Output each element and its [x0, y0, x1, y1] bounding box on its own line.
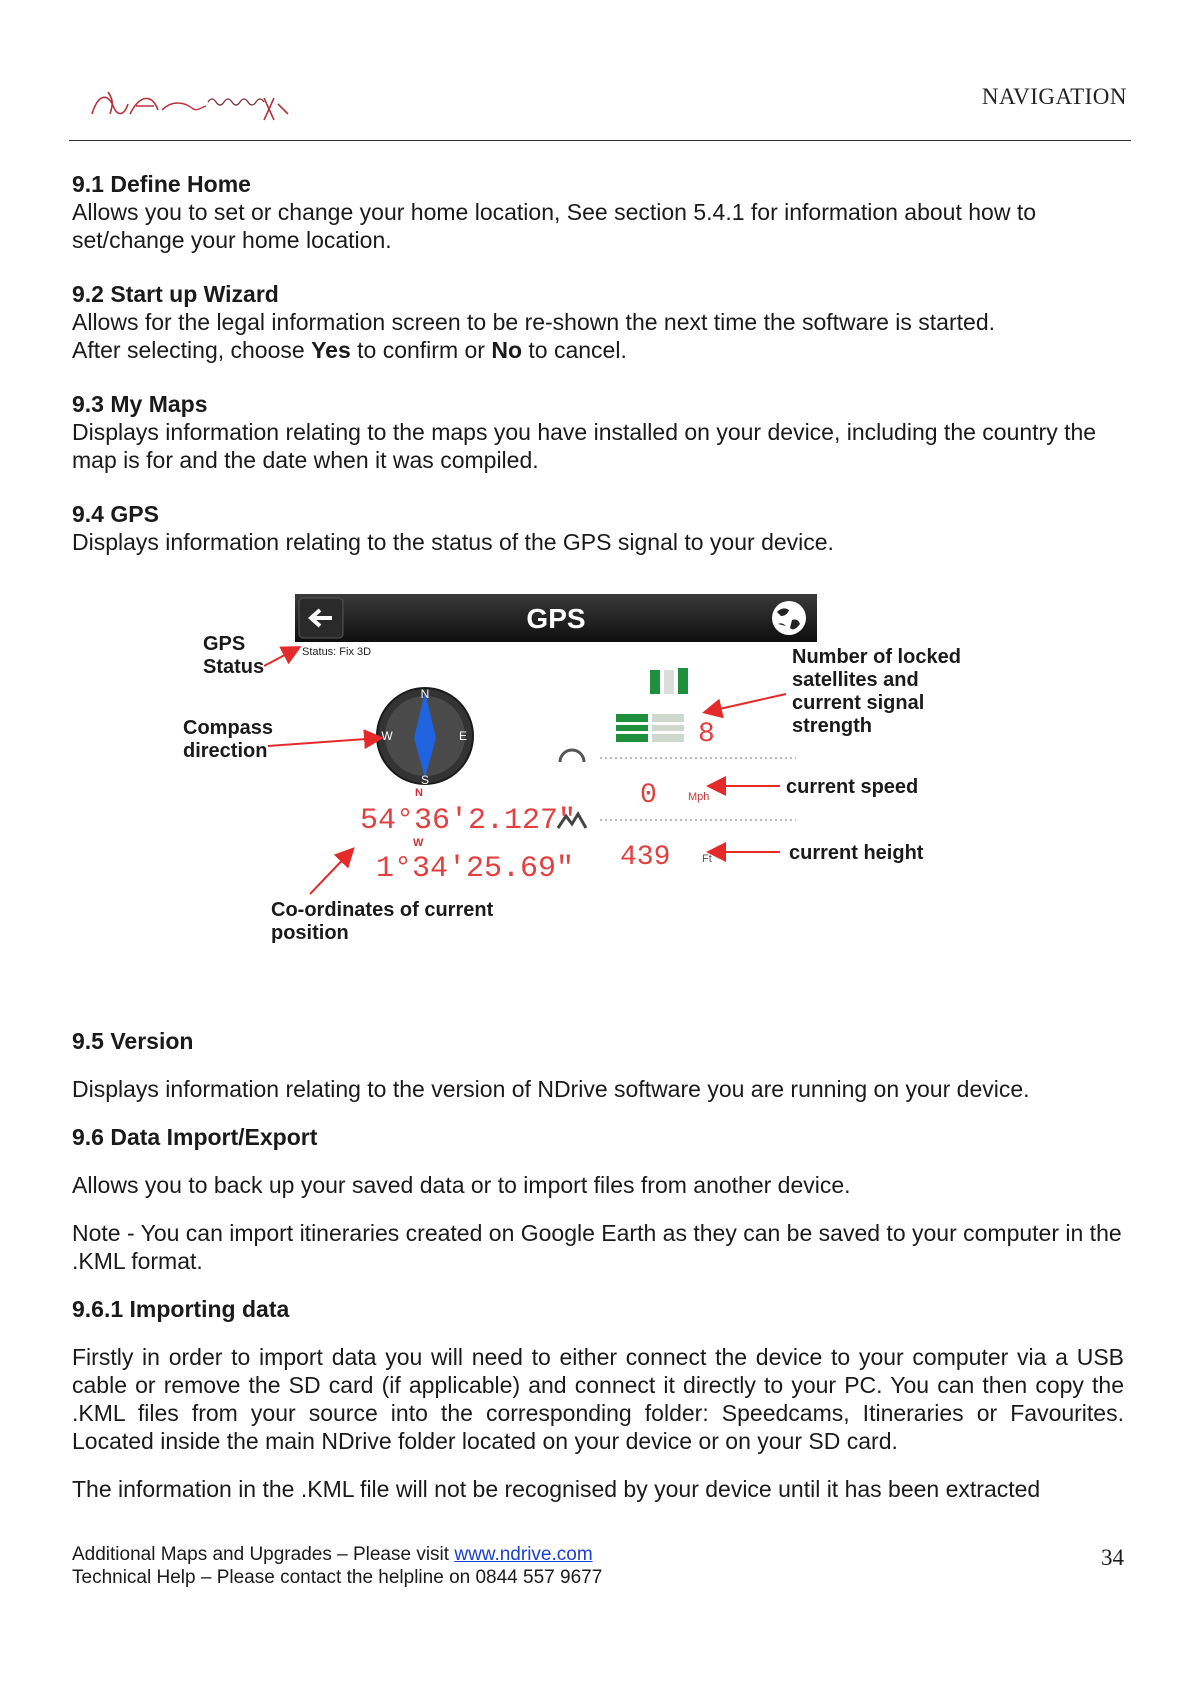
footer-line-1: Additional Maps and Upgrades – Please visit www.ndrive.com	[72, 1544, 593, 1565]
label-height: current height	[789, 842, 924, 864]
compass-e: E	[458, 729, 468, 743]
compass-widget	[377, 687, 473, 787]
label-coords-2: position	[271, 922, 349, 944]
label-gps-status-2: Status	[203, 656, 265, 678]
footer-line-2: Technical Help – Please contact the helpline on 0844 557 9677	[72, 1567, 603, 1588]
satellite-signal	[616, 668, 715, 750]
compass-w: W	[381, 729, 393, 743]
section-note-import: Note - You can import itineraries created on Google Earth as they can be saved to your computer in the .KML format.	[72, 1220, 1122, 1274]
section-heading: 9.3 My Maps	[72, 391, 208, 417]
compass-n: N	[420, 687, 430, 701]
speed-unit: Mph	[688, 791, 710, 803]
gps-screen-title: GPS	[526, 603, 586, 634]
label-satellites-2: satellites and	[792, 669, 919, 691]
section-body: Allows you to set or change your home location, See section 5.4.1 for information about how to set/change your home location.	[72, 199, 1037, 253]
ndrive-link[interactable]: www.ndrive.com	[454, 1544, 593, 1565]
label-satellites-3: current signal	[792, 692, 925, 714]
section-body-version: Displays information relating to the version of NDrive software you are running on your device.	[72, 1076, 1030, 1102]
section-body: Displays information relating to the status of the GPS signal to your device.	[72, 529, 834, 555]
section-heading: 9.4 GPS	[72, 501, 159, 527]
section-startup-wizard	[72, 280, 1124, 364]
gps-screen-figure	[180, 588, 1000, 968]
section-heading-importing: 9.6.1 Importing data	[72, 1296, 290, 1322]
brand-logo	[88, 84, 298, 128]
lat-prefix: N	[415, 787, 423, 799]
speed-readout	[560, 750, 796, 811]
section-body: Displays information relating to the maps you have installed on your device, including the country the map is for and the date when it was compiled.	[72, 419, 1097, 473]
satellite-count: 8	[698, 719, 715, 750]
height-value: 439	[620, 842, 671, 873]
section-heading: 9.2 Start up Wizard	[72, 281, 279, 307]
globe-icon[interactable]	[772, 601, 806, 635]
no-term: No	[491, 337, 523, 363]
section-my-maps	[72, 390, 1124, 474]
page-number: 34	[1101, 1545, 1124, 1570]
section-body-import: Allows you to back up your saved data or to import files from another device.	[72, 1172, 851, 1198]
label-satellites-1: Number of locked	[792, 646, 961, 668]
label-satellites-4: strength	[792, 715, 872, 737]
longitude-value: 1°34'25.69"	[376, 852, 575, 886]
label-compass-1: Compass	[183, 717, 274, 739]
speedometer-icon	[560, 750, 584, 762]
section-heading: 9.1 Define Home	[72, 171, 251, 197]
section-body: Allows for the legal information screen to be re-shown the next time the software is started.	[72, 309, 995, 335]
section-heading-import: 9.6 Data Import/Export	[72, 1124, 318, 1150]
label-speed: current speed	[786, 776, 919, 798]
lon-prefix: W	[413, 837, 424, 849]
height-unit: Ft	[702, 853, 712, 865]
callout-labels	[183, 633, 961, 944]
speed-value: 0	[640, 780, 657, 811]
yes-term: Yes	[311, 337, 351, 363]
gps-status-text: Status: Fix 3D	[302, 646, 372, 658]
label-gps-status-1: GPS	[203, 633, 246, 655]
footer	[72, 1543, 602, 1589]
main-content	[72, 170, 1124, 582]
section-body-confirm: After selecting, choose Yes to confirm or No to cancel.	[72, 337, 627, 363]
header-divider	[69, 140, 1131, 141]
section-body-importing: Firstly in order to import data you will need to either connect the device to your computer via a USB cable or remove the SD card (if applicable) and connect it directly to your PC. You can then copy the .KML files from your source into the corresponding folder: Speedcams, Itineraries or Favourites. Located inside the main NDrive folder located on your device or on your SD card.	[72, 1344, 1124, 1454]
section-gps	[72, 500, 1124, 556]
label-coords-1: Co-ordinates of current	[271, 899, 494, 921]
gps-title-bar	[295, 594, 817, 642]
section-body-kml: The information in the .KML file will not be recognised by your device until it has been extracted	[72, 1476, 1041, 1502]
coordinates-readout	[360, 787, 576, 886]
label-compass-2: direction	[183, 740, 268, 762]
section-heading-version: 9.5 Version	[72, 1028, 194, 1054]
lower-content	[72, 1027, 1124, 1503]
height-readout	[558, 814, 796, 873]
section-define-home	[72, 170, 1124, 254]
latitude-value: 54°36'2.127"	[360, 804, 577, 838]
header-title: NAVIGATION	[981, 84, 1127, 109]
compass-s: S	[420, 773, 430, 787]
